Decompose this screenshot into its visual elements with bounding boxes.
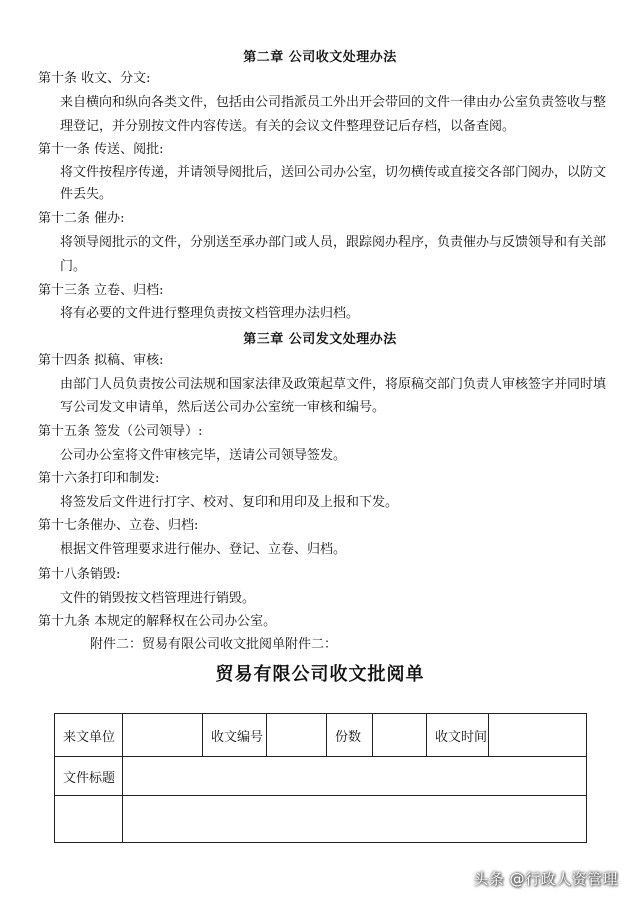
article-10-body-line-2: 理登记，并分别按文件内容传送。有关的会议文件整理登记后存档，以备查阅。 bbox=[60, 119, 516, 134]
doc-number-cell[interactable] bbox=[267, 714, 327, 757]
article-10-body-line-1: 来自横向和纵向各类文件，包括由公司指派员工外出开会带回的文件一律由办公室负责签收与整 bbox=[60, 95, 607, 110]
article-17-body-line-1: 根据文件管理要求进行催办、登记、立卷、归档。 bbox=[60, 542, 347, 557]
chapter-3-heading: 第三章 公司发文处理办法 bbox=[243, 332, 397, 347]
copies-cell[interactable] bbox=[373, 714, 427, 757]
blank-content-cell[interactable] bbox=[123, 796, 587, 843]
article-15-body-line-1: 公司办公室将文件审核完毕，送请公司领导签发。 bbox=[60, 448, 347, 463]
article-15-title: 第十五条 签发（公司领导）: bbox=[38, 424, 203, 439]
article-19-line: 第十九条 本规定的解释权在公司办公室。 bbox=[38, 614, 277, 629]
article-12-body-line-2: 门。 bbox=[60, 259, 87, 274]
article-14-body-line-1: 由部门人员负责按公司法规和国家法律及政策起草文件，将原稿交部门负责人审核签字并同时填 bbox=[60, 377, 607, 392]
attachment-line: 附件二：贸易有限公司收文批阅单附件二： bbox=[90, 637, 338, 652]
article-12-title: 第十二条 催办: bbox=[38, 211, 125, 226]
article-11-title: 第十一条 传送、阅批: bbox=[38, 142, 164, 157]
doc-number-label: 收文编号 bbox=[203, 714, 267, 757]
chapter-2-heading: 第二章 公司收文处理办法 bbox=[243, 50, 397, 65]
article-11-body-line-2: 件丢失。 bbox=[60, 187, 113, 202]
copies-label: 份数 bbox=[327, 714, 373, 757]
article-10-title: 第十条 收文、分文: bbox=[38, 71, 151, 86]
article-16-title: 第十六条打印和制发: bbox=[38, 471, 160, 486]
article-16-body-line-1: 将签发后文件进行打字、校对、复印和用印及上报和下发。 bbox=[60, 495, 399, 510]
form-row-title bbox=[55, 757, 587, 796]
receive-time-label: 收文时间 bbox=[427, 714, 489, 757]
article-12-body-line-1: 将领导阅批示的文件，分别送至承办部门或人员，跟踪阅办程序，负责催办与反馈领导和有关部 bbox=[60, 235, 607, 250]
article-14-title: 第十四条 拟稿、审核: bbox=[38, 353, 164, 368]
article-13-title: 第十三条 立卷、归档: bbox=[38, 283, 164, 298]
article-14-body-line-2: 写公司发文申请单，然后送公司办公室统一审核和编号。 bbox=[60, 400, 386, 415]
doc-title-label: 文件标题 bbox=[55, 757, 123, 796]
source-unit-label: 来文单位 bbox=[55, 714, 123, 757]
article-18-body-line-1: 文件的销毁按文档管理进行销毁。 bbox=[60, 591, 256, 606]
document-approval-form bbox=[54, 713, 587, 843]
watermark-text: 头条 @行政人资管理 bbox=[473, 870, 618, 888]
source-unit-cell[interactable] bbox=[123, 714, 203, 757]
article-17-title: 第十七条催办、立卷、归档: bbox=[38, 518, 199, 533]
article-11-body-line-1: 将文件按程序传递，并请领导阅批后，送回公司办公室，切勿横传或直接交各部门阅办，以防文 bbox=[60, 165, 607, 180]
form-row-blank bbox=[55, 796, 587, 843]
article-18-title: 第十八条销毁: bbox=[38, 567, 121, 582]
doc-title-cell[interactable] bbox=[123, 757, 587, 796]
receive-time-cell[interactable] bbox=[489, 714, 587, 757]
form-row-header bbox=[55, 714, 587, 757]
article-13-body-line-1: 将有必要的文件进行整理负责按文档管理办法归档。 bbox=[60, 306, 360, 321]
form-title: 贸易有限公司收文批阅单 bbox=[215, 664, 425, 685]
blank-label-cell bbox=[55, 796, 123, 843]
